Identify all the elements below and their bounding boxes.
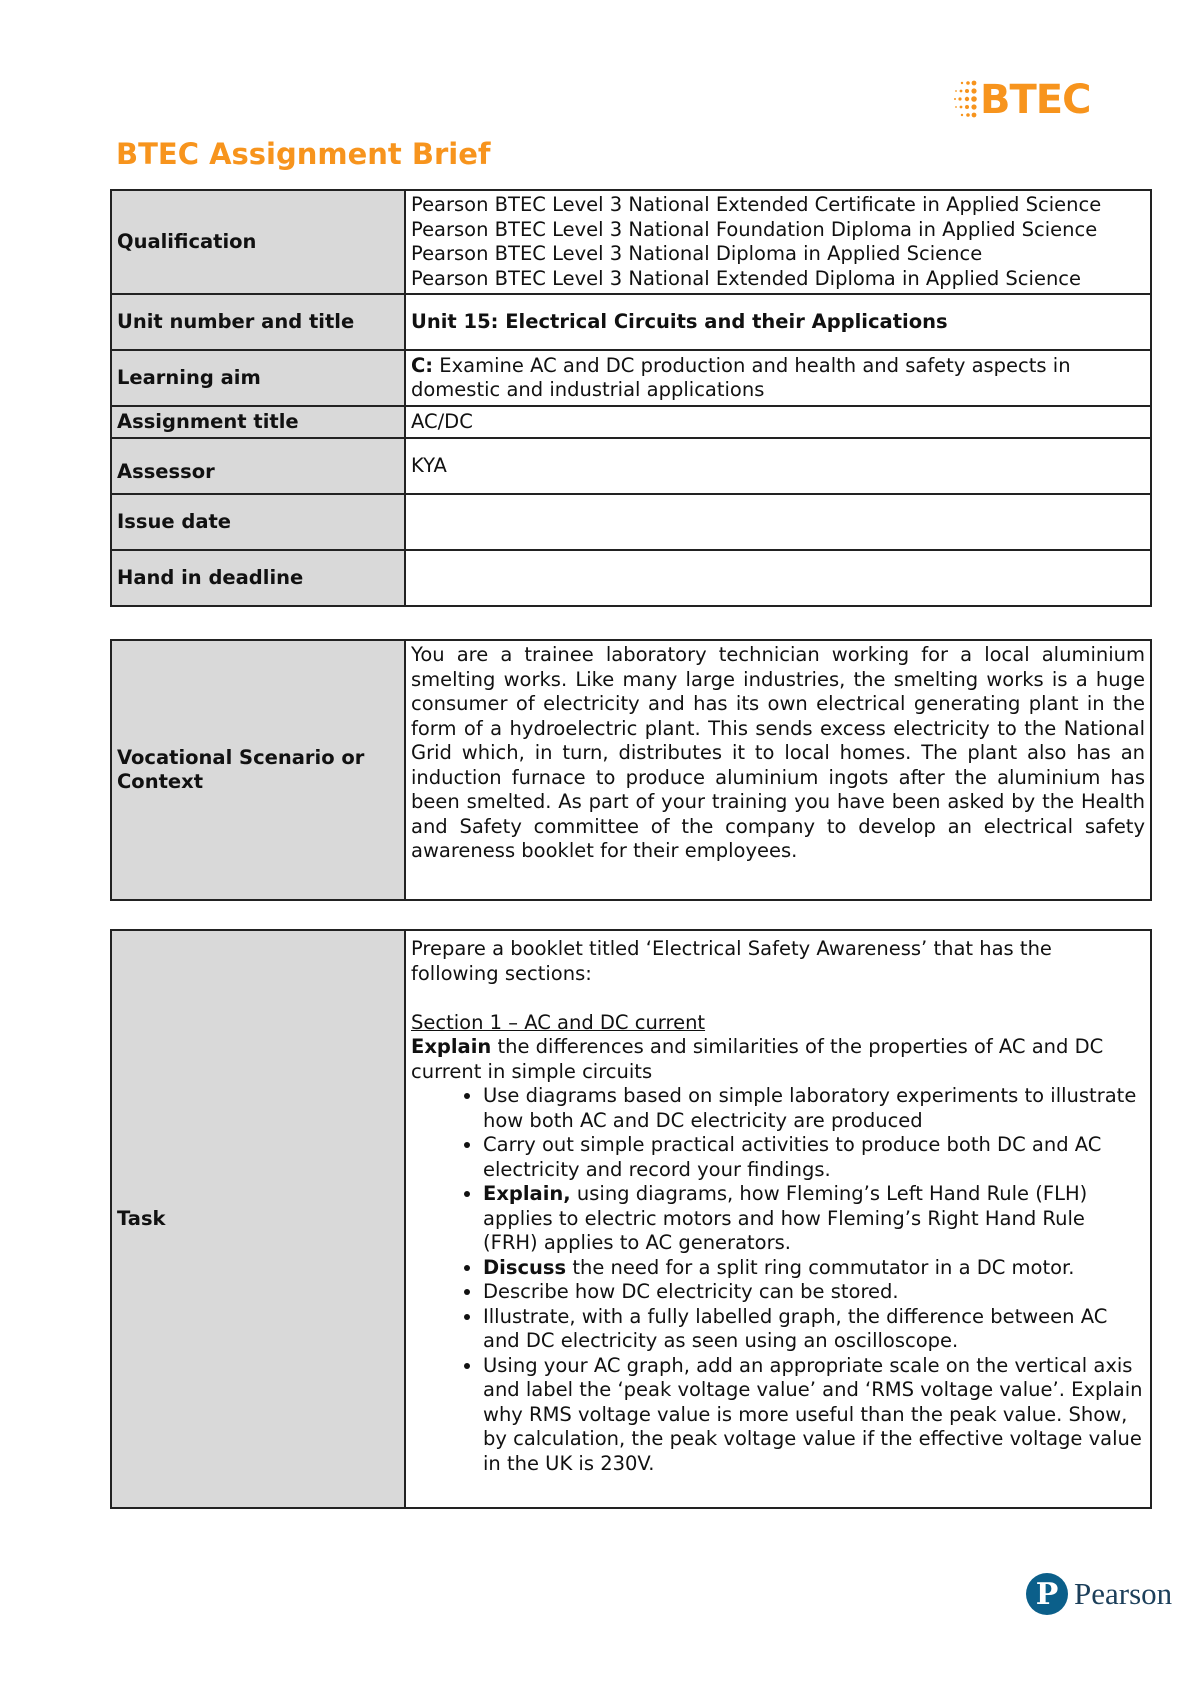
deadline-row [111,550,1151,606]
task-bullet [483,1354,1145,1477]
scenario-text: You are a trainee laboratory technician working for a local aluminium smelting works. Like many large industries, the smelting works is a huge consumer of electricity and has its own electrical generating plant in the form of a hydroelectric plant. This sends excess electricity to the National Grid which, in turn, distributes it to local homes. The plant also has an induction furnace to produce aluminium ingots after the aluminium has been smelted. As part of your training you have been asked by the Health and Safety committee of the company to develop an electrical safety awareness booklet for their employees. [405,640,1151,900]
task-explain-bold: Explain [411,1035,492,1058]
assessor-label: Assessor [111,438,405,494]
qualification-line: Pearson BTEC Level 3 National Extended Diploma in Applied Science [411,266,1082,290]
issue-date-value [405,494,1151,550]
btec-logo-text: BTEC [980,77,1091,123]
learning-aim-label: Learning aim [111,350,405,406]
pearson-p-icon: P [1026,1573,1068,1615]
assignment-title-label: Assignment title [111,406,405,438]
deadline-value [405,550,1151,606]
task-explain [411,1035,1145,1084]
qualification-line: Pearson BTEC Level 3 National Diploma in Applied Science [411,242,983,265]
task-bullet [483,1133,1145,1182]
task-bullet-list [411,1084,1145,1476]
assignment-title-value: AC/DC [405,406,1151,438]
scenario-row [111,640,1151,900]
task-bullet-text: the need for a split ring commutator in a DC motor. [566,1255,1075,1279]
task-bullet-text: using diagrams, how Fleming’s Left Hand Rule (FLH) applies to electric motors and how Fleming’s Right Hand Rule (FRH) applies to AC generators. [483,1182,1088,1254]
assessor-value: KYA [405,438,1151,494]
unit-value: Unit 15: Electrical Circuits and their Applications [405,294,1151,350]
task-bullet [483,1182,1145,1256]
deadline-label: Hand in deadline [111,550,405,606]
issue-date-row [111,494,1151,550]
qualification-line: Pearson BTEC Level 3 National Foundation Diploma in Applied Science [411,217,1098,241]
task-bullet-bold: Discuss [483,1255,567,1279]
btec-dots-icon [952,78,978,122]
qualification-value [405,190,1151,294]
task-label: Task [111,930,405,1508]
learning-aim-prefix: C: [411,353,434,377]
scenario-label: Vocational Scenario or Context [111,640,405,900]
qualification-label: Qualification [111,190,405,294]
btec-logo [952,70,1090,130]
qualification-line: Pearson BTEC Level 3 National Extended Certificate in Applied Science [411,193,1102,216]
task-bullet-bold: Explain, [483,1182,571,1205]
learning-aim-text: Examine AC and DC production and health and safety aspects in domestic and industrial applications [411,353,1071,401]
spacer [411,986,1145,1011]
task-bullet [483,1305,1145,1354]
learning-aim-row [111,350,1151,406]
task-section-heading: Section 1 – AC and DC current [411,1010,706,1034]
task-row [111,930,1151,1508]
task-bullet-text: Use diagrams based on simple laboratory experiments to illustrate how both AC and DC electricity are produced [483,1084,1137,1132]
task-bullet-text: Describe how DC electricity can be stored. [483,1280,899,1303]
task-bullet-text: Using your AC graph, add an appropriate scale on the vertical axis and label the ‘peak voltage value’ and ‘RMS voltage value’. Explain why RMS voltage value is more useful than the peak value. Show, by calculation, the peak voltage value if the effective voltage value in the UK is 230V. [483,1353,1143,1475]
task-bullet [483,1280,1145,1305]
task-bullet [483,1084,1145,1133]
qualification-row [111,190,1151,294]
task-bullet-text: Illustrate, with a fully labelled graph, the difference between AC and DC electricity as seen using an oscilloscope. [483,1304,1108,1352]
pearson-wordmark: Pearson [1074,1576,1173,1611]
task-table [110,929,1152,1509]
brief-details-table [110,189,1152,607]
task-explain-text: the differences and similarities of the properties of AC and DC current in simple circuits [411,1035,1104,1083]
task-intro: Prepare a booklet titled ‘Electrical Safety Awareness’ that has the following sections: [411,937,1052,985]
task-content [405,930,1151,1508]
issue-date-label: Issue date [111,494,405,550]
page-title: BTEC Assignment Brief [116,137,491,171]
task-bullet-text: Carry out simple practical activities to produce both DC and AC electricity and record your findings. [483,1133,1102,1181]
pearson-logo [1026,1573,1172,1615]
scenario-table [110,639,1152,901]
unit-row [111,294,1151,350]
unit-label: Unit number and title [111,294,405,350]
task-bullet [483,1256,1145,1281]
assessor-row [111,438,1151,494]
assignment-title-row [111,406,1151,438]
learning-aim-value [405,350,1151,406]
